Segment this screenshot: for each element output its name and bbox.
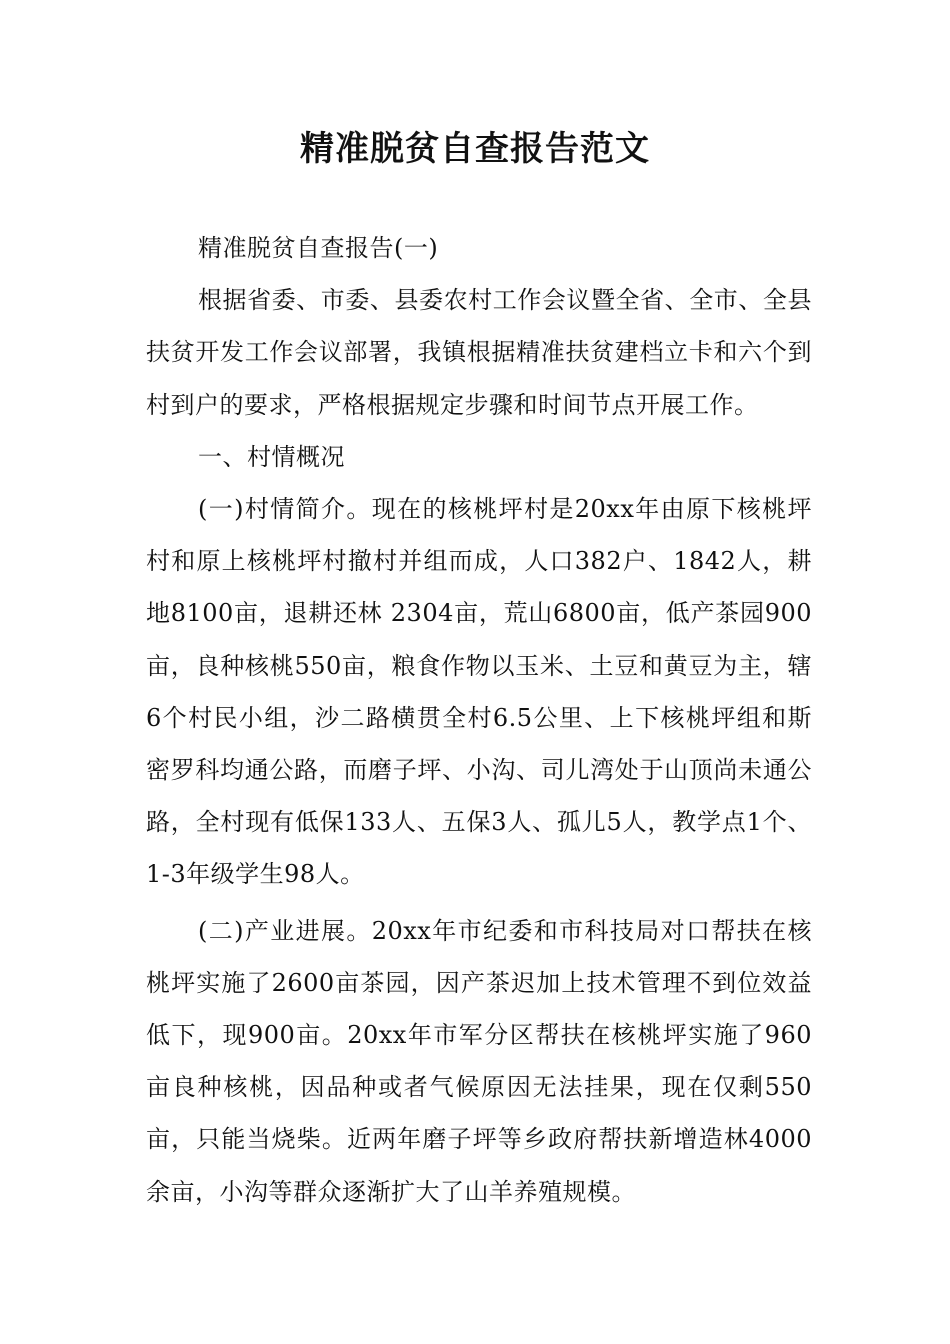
paragraph-subtitle: 精准脱贫自查报告(一) <box>198 234 439 262</box>
section-heading: 一、村情概况 <box>198 442 345 471</box>
paragraph-intro: 根据省委、市委、县委农村工作会议暨全省、全市、全县扶贫开发工作会议部署，我镇根据精准扶贫建档立卡和六个到村到户的要求，严格根据规定步骤和时间节点开展工作。 <box>146 286 812 419</box>
paragraph-village-profile: (一)村情简介。现在的核桃坪村是20xx年由原下核桃坪村和原上核桃坪村撤村并组而成，人口382户、1842人，耕地8100亩，退耕还林 2304亩，荒山6800亩，低产茶园900亩，良种核桃550亩，粮食作物以玉米、土豆和黄豆为主，辖6个村民小组，沙二路横贯全村6.5公里、上下核桃坪组和斯密罗科均通公路，而磨子坪、小沟、司儿湾处于山顶尚未通公路，全村现有低保133人、五保3人、孤儿5人，教学点1个、1-3年级学生98人。 <box>146 495 812 889</box>
paragraph-industry-progress: (二)产业进展。20xx年市纪委和市科技局对口帮扶在核桃坪实施了2600亩茶园，因产茶迟加上技术管理不到位效益低下，现900亩。20xx年市军分区帮扶在核桃坪实施了960亩良种核桃，因品种或者气候原因无法挂果，现在仅剩550亩，只能当烧柴。近两年磨子坪等乡政府帮扶新增造林4000余亩，小沟等群众逐渐扩大了山羊养殖规模。 <box>146 916 812 1206</box>
document-title: 精准脱贫自查报告范文 <box>300 129 650 169</box>
document-body <box>146 222 812 1218</box>
